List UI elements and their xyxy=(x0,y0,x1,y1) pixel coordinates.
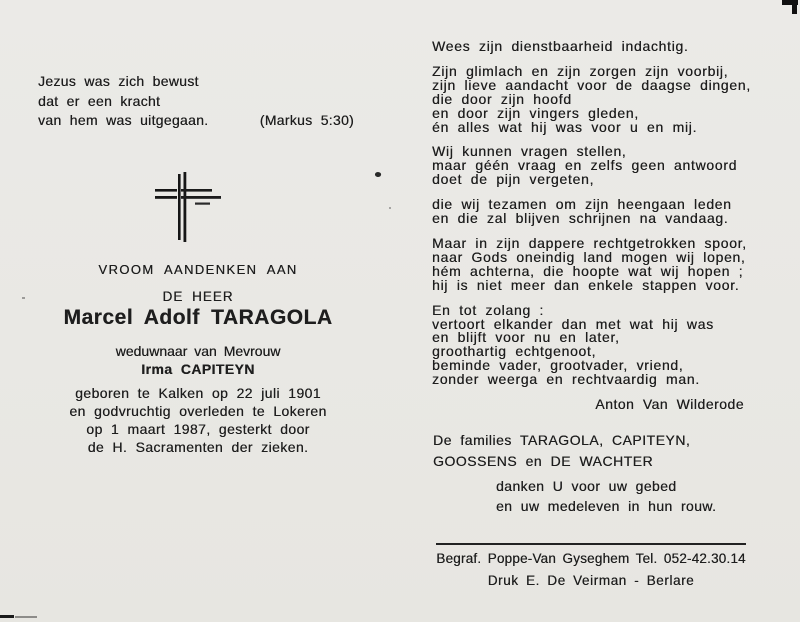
family-acknowledgement xyxy=(433,430,763,471)
text-line: en die zal blijven schrijnen na vandaag. xyxy=(432,210,729,227)
thanks-lines xyxy=(496,477,776,516)
scan-speck-artifact xyxy=(389,207,391,209)
text-line: en blijft voor nu en later, xyxy=(432,329,620,346)
scan-corner-artifact xyxy=(792,0,797,14)
quote-line: Jezus was zich bewust xyxy=(38,73,199,89)
text-line: danken U voor uw gebed xyxy=(496,478,677,494)
text-line: maar géén vraag en zelfs geen antwoord xyxy=(432,157,738,174)
undertaker-imprint: Begraf. Poppe-Van Gyseghem Tel. 052-42.30.14 xyxy=(436,551,746,566)
scan-edge-artifact xyxy=(15,616,37,618)
text-line: hém achterna, die hoopte wat wij hopen ; xyxy=(432,262,744,279)
deceased-name: Marcel Adolf TARAGOLA xyxy=(63,306,333,329)
poem-stanza xyxy=(432,62,764,135)
text-line: doet de pijn vergeten, xyxy=(432,171,595,188)
poem-stanza xyxy=(432,198,764,226)
life-details xyxy=(0,384,396,456)
text-line: beminde vader, grootvader, vriend, xyxy=(432,357,684,374)
text-line: De families TARAGOLA, CAPITEYN, xyxy=(433,432,691,448)
scripture-reference: (Markus 5:30) xyxy=(259,112,354,128)
scan-speck-artifact xyxy=(22,297,25,299)
relation-line: weduwnaar van Mevrouw xyxy=(115,343,281,359)
poem-stanza xyxy=(432,234,764,293)
cross-icon xyxy=(150,168,242,250)
text-line: de H. Sacramenten der zieken. xyxy=(87,439,309,455)
text-line: én alles wat hij was voor u en mij. xyxy=(432,118,698,135)
text-line: op 1 maart 1987, gesterkt door xyxy=(86,421,310,437)
quote-line: van hem was uitgegaan. xyxy=(38,112,209,128)
scan-edge-artifact xyxy=(0,615,14,618)
honorific: DE HEER xyxy=(162,289,234,304)
text-line: En tot zolang : xyxy=(432,301,545,318)
text-line: vertoort elkander dan met wat hij was xyxy=(432,315,714,332)
text-line: die wij tezamen om zijn heengaan leden xyxy=(432,196,732,213)
poem-opening-line: Wees zijn dienstbaarheid indachtig. xyxy=(432,38,689,54)
text-line: geboren te Kalken op 22 juli 1901 xyxy=(75,385,321,401)
printer-imprint: Druk E. De Veirman - Berlare xyxy=(487,573,695,588)
quote-line: dat er een kracht xyxy=(38,92,161,109)
memorial-poem xyxy=(432,40,764,412)
text-line: Zijn glimlach en zijn zorgen zijn voorbij, xyxy=(432,62,729,79)
text-line: naar Gods oneindig land mogen wij lopen, xyxy=(432,248,746,265)
spouse-name: Irma CAPITEYN xyxy=(141,361,255,377)
scripture-quote xyxy=(38,72,354,131)
memorial-intro: VROOM AANDENKEN AAN xyxy=(98,262,298,277)
ink-speck-artifact xyxy=(374,171,381,178)
text-line: Wij kunnen vragen stellen, xyxy=(432,143,627,160)
text-line: hij is niet meer dan enkele stappen voor. xyxy=(432,276,740,293)
poem-stanza xyxy=(432,145,764,187)
text-line: die door zijn hoofd xyxy=(432,90,572,107)
text-line: Maar in zijn dappere rechtgetrokken spoor, xyxy=(432,234,747,251)
poem-stanza xyxy=(432,301,764,388)
text-line: en uw medeleven in hun rouw. xyxy=(496,497,717,514)
text-line: zijn lieve aandacht voor de daagse dingen, xyxy=(432,76,751,93)
imprint-divider xyxy=(436,543,746,545)
text-line: zonder weerga en rechtvaardig man. xyxy=(432,371,700,388)
text-line: groothartig echtgenoot, xyxy=(432,343,597,360)
poem-author: Anton Van Wilderode xyxy=(595,396,744,413)
text-line: GOOSSENS en DE WACHTER xyxy=(433,452,654,469)
text-line: en door zijn vingers gleden, xyxy=(432,104,639,121)
text-line: en godvruchtig overleden te Lokeren xyxy=(69,403,327,419)
quote-last-line xyxy=(38,111,354,131)
